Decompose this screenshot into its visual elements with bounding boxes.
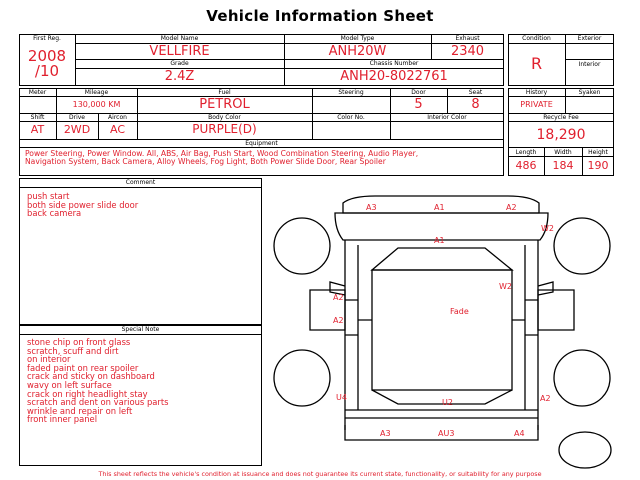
first-reg-month: /10: [34, 62, 60, 80]
exterior-label: Exterior: [577, 35, 602, 42]
damage-left-quarter: U4: [336, 393, 347, 402]
first-reg-label: First Reg.: [33, 35, 61, 42]
comment-label: Comment: [125, 179, 156, 186]
syaken-label: Syaken: [578, 89, 601, 96]
condition-label: Condition: [522, 35, 551, 42]
exhaust-value: 2340: [450, 44, 485, 59]
damage-front-center: A1: [434, 203, 445, 212]
damage-roof: Fade: [450, 307, 469, 316]
meter-label: Meter: [28, 89, 47, 96]
damage-left-front-door: A2: [333, 293, 344, 302]
interior-label: Interior: [578, 61, 601, 68]
seat-label: Seat: [468, 89, 483, 96]
aircon-value: AC: [109, 123, 125, 136]
aircon-label: Aircon: [108, 114, 127, 121]
door-label: Door: [411, 89, 426, 96]
special-note-list: [27, 338, 169, 424]
list-item: front inner panel: [27, 414, 98, 425]
mileage-value: 130,000 KM: [72, 100, 121, 109]
comment-list: [27, 192, 138, 218]
damage-hood: A1: [434, 236, 445, 245]
list-item: on interior: [27, 354, 71, 365]
list-item: faded paint on rear spoiler: [27, 362, 139, 373]
length-value: 486: [515, 159, 537, 172]
mileage-label: Mileage: [84, 89, 109, 96]
shift-value: AT: [30, 123, 45, 136]
list-item: crack and sticky on dashboard: [27, 371, 155, 382]
drive-label: Drive: [69, 114, 85, 121]
damage-front-left: A3: [366, 203, 377, 212]
damage-rear-center: AU3: [438, 429, 455, 438]
list-item: crack on right headlight stay: [27, 388, 148, 399]
condition-value: R: [530, 54, 543, 73]
chassis-number-label: Chassis Number: [369, 60, 419, 67]
damage-right-quarter: A2: [540, 394, 551, 403]
chassis-number-value: ANH20-8022761: [340, 69, 448, 84]
damage-left-slide-door: A2: [333, 316, 344, 325]
color-no-label: Color No.: [337, 114, 365, 121]
list-item: scratch and dent on various parts: [27, 397, 169, 408]
drive-value: 2WD: [63, 123, 91, 136]
list-item: back camera: [27, 208, 82, 219]
rear-right-wheel: [554, 350, 610, 406]
damage-front-right: A2: [506, 203, 517, 212]
body-color-label: Body Color: [208, 114, 241, 121]
equipment-value: Power Steering, Power Window. All, ABS, Air Bag, Push Start, Wood Combination Steering, Audio Player, Navigation System, Back Camera, Alloy Wheels, Fog Light, Both Power Slide Door, Rear Spoiler: [25, 149, 419, 167]
door-value: 5: [414, 97, 423, 112]
grade-value: 2.4Z: [164, 69, 195, 84]
width-label: Width: [554, 149, 572, 156]
model-name-value: VELLFIRE: [149, 44, 210, 59]
model-type-value: ANH20W: [328, 44, 387, 59]
list-item: scratch, scuff and dirt: [27, 345, 119, 356]
damage-rear-left: A3: [380, 429, 391, 438]
history-label: History: [525, 89, 548, 96]
damage-rear-right: A4: [514, 429, 525, 438]
front-left-wheel: [274, 218, 330, 274]
grade-label: Grade: [170, 60, 189, 67]
list-item: both side power slide door: [27, 199, 139, 210]
length-label: Length: [515, 149, 537, 156]
fuel-label: Fuel: [218, 89, 231, 96]
recycle-fee-value: 18,290: [536, 127, 586, 143]
history-value: PRIVATE: [520, 100, 553, 109]
equipment-label: Equipment: [245, 140, 278, 147]
model-name-label: Model Name: [160, 35, 199, 42]
damage-front-right-fender: W2: [541, 224, 554, 233]
height-value: 190: [587, 159, 609, 172]
width-value: 184: [552, 159, 574, 172]
list-item: stone chip on front glass: [27, 337, 131, 347]
damage-tailgate: U2: [442, 398, 453, 407]
list-item: wrinkle and repair on left: [27, 405, 133, 416]
front-right-wheel: [554, 218, 610, 274]
spare-wheel: [559, 432, 611, 468]
special-note-label: Special Note: [121, 326, 160, 333]
steering-label: Steering: [338, 89, 364, 96]
seat-value: 8: [471, 97, 480, 112]
exhaust-label: Exhaust: [455, 35, 480, 42]
shift-label: Shift: [30, 114, 45, 121]
interior-color-label: Interior Color: [427, 114, 467, 121]
page-title: Vehicle Information Sheet: [206, 7, 434, 25]
model-type-label: Model Type: [340, 35, 375, 42]
car-damage-diagram: [266, 180, 620, 470]
list-item: wavy on left surface: [27, 379, 112, 390]
recycle-fee-label: Recycle Fee: [543, 114, 579, 121]
body-color-value: PURPLE(D): [192, 122, 257, 136]
disclaimer-footer: This sheet reflects the vehicle's condition at issuance and does not guarantee its current state, functionality, or suitability for any purpose: [98, 470, 542, 478]
damage-right-front-door: W2: [499, 282, 512, 291]
rear-left-wheel: [274, 350, 330, 406]
first-reg-year: 2008: [27, 47, 67, 65]
list-item: push start: [27, 191, 70, 201]
height-label: Height: [588, 149, 608, 156]
fuel-value: PETROL: [199, 97, 250, 112]
